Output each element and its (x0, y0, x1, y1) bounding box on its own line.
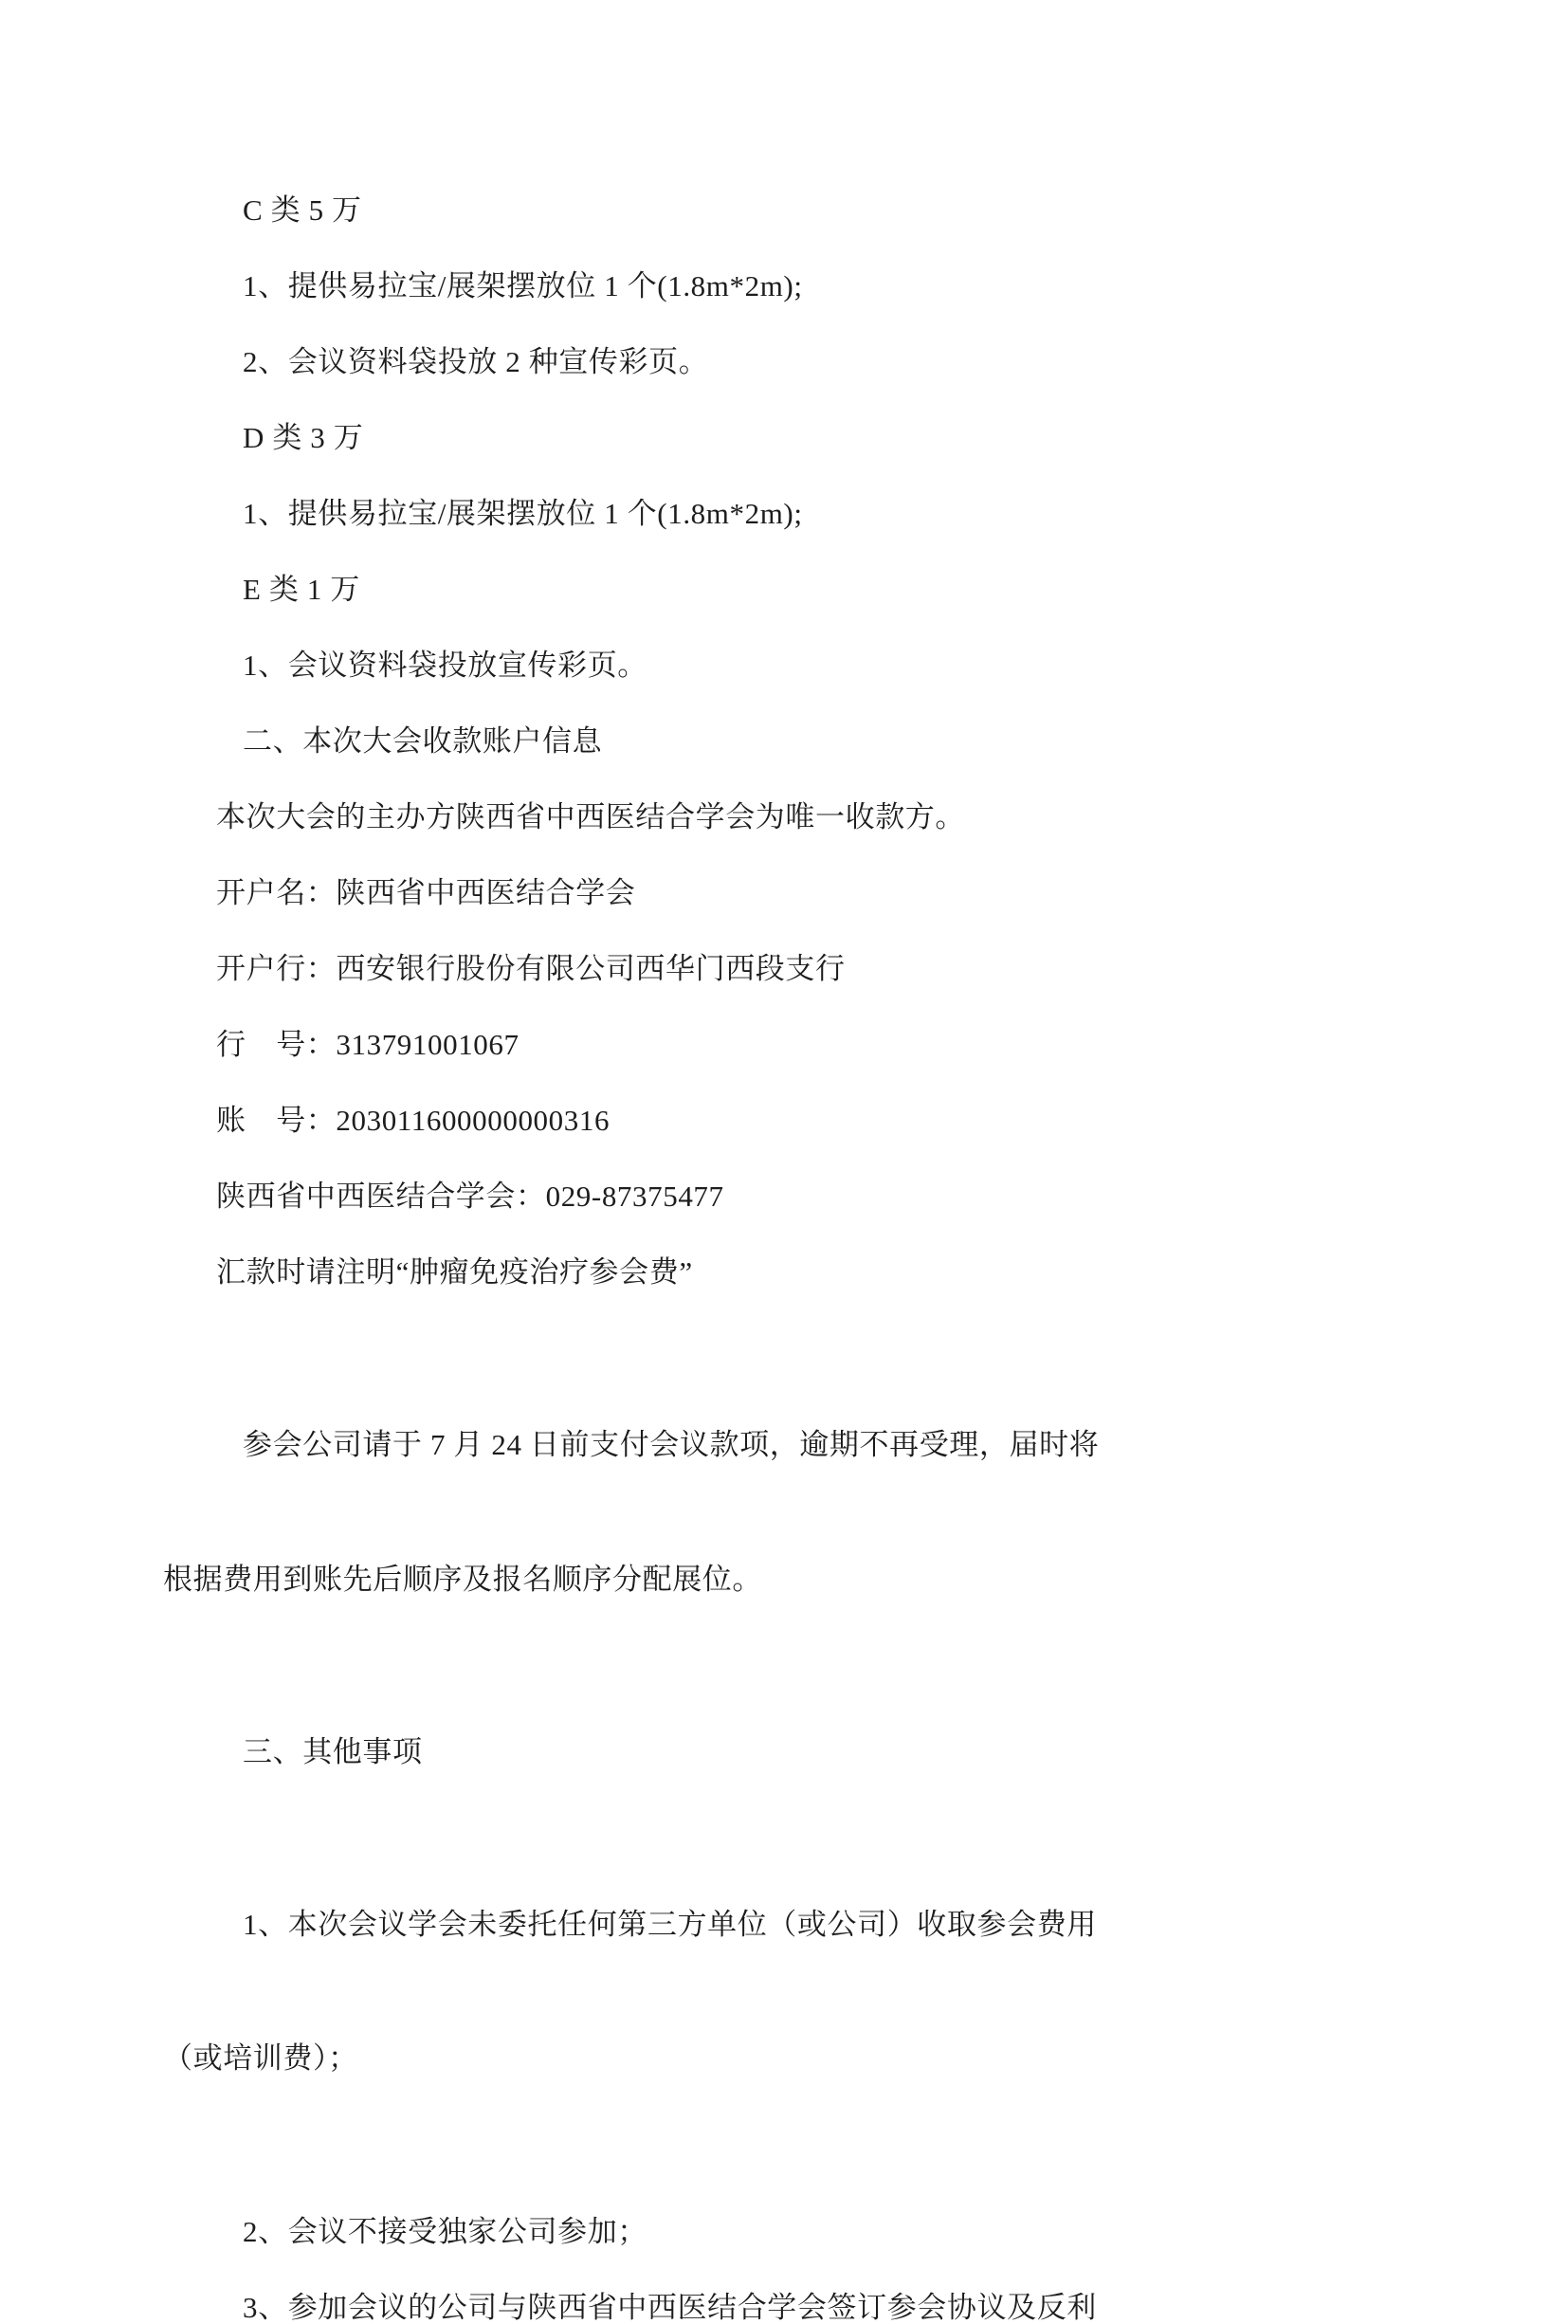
paragraph-c-class-fee: C 类 5 万 (243, 193, 362, 227)
paragraph-other-item-2: 2、会议不接受独家公司参加； (243, 2214, 647, 2248)
paragraph-payment-deadline-line-2: 根据费用到账先后顺序及报名顺序分配展位。 (163, 1562, 762, 1596)
section-heading-two: 二、本次大会收款账户信息 (243, 724, 603, 758)
paragraph-payment-deadline (163, 1333, 1384, 1691)
paragraph-d-class-fee: D 类 3 万 (243, 421, 364, 454)
paragraph-remittance-note: 汇款时请注明“肿瘤免疫治疗参会费” (216, 1255, 693, 1289)
document-body (163, 193, 1384, 2324)
paragraph-other-item-3: 3、参加会议的公司与陕西省中西医结合学会签订参会协议及反利 (243, 2290, 1097, 2324)
paragraph-account-name: 开户名：陕西省中西医结合学会 (216, 876, 636, 909)
paragraph-sole-payee: 本次大会的主办方陕西省中西医结合学会为唯一收款方。 (216, 800, 965, 833)
paragraph-other-item-1-line-2: （或培训费）； (163, 2041, 358, 2076)
paragraph-bank-code: 行 号：313791001067 (216, 1028, 520, 1061)
paragraph-other-item-1 (163, 1813, 1384, 2170)
paragraph-e-item-1: 1、会议资料袋投放宣传彩页。 (243, 649, 647, 682)
paragraph-account-number: 账 号：203011600000000316 (216, 1104, 611, 1137)
paragraph-payment-deadline-line-1: 参会公司请于 7 月 24 日前支付会议款项，逾期不再受理，届时将 (243, 1428, 1100, 1462)
paragraph-e-class-fee: E 类 1 万 (243, 573, 360, 606)
paragraph-d-item-1: 1、提供易拉宝/展架摆放位 1 个(1.8m*2m); (243, 497, 803, 530)
section-heading-three: 三、其他事项 (243, 1734, 423, 1768)
paragraph-c-item-2: 2、会议资料袋投放 2 种宣传彩页。 (243, 345, 709, 378)
paragraph-contact-phone: 陕西省中西医结合学会：029-87375477 (216, 1180, 724, 1213)
paragraph-other-item-1-line-1: 1、本次会议学会未委托任何第三方单位（或公司）收取参会费用 (243, 1908, 1097, 1942)
paragraph-bank-name: 开户行：西安银行股份有限公司西华门西段支行 (216, 952, 846, 985)
paragraph-c-item-1: 1、提供易拉宝/展架摆放位 1 个(1.8m*2m); (243, 269, 803, 302)
